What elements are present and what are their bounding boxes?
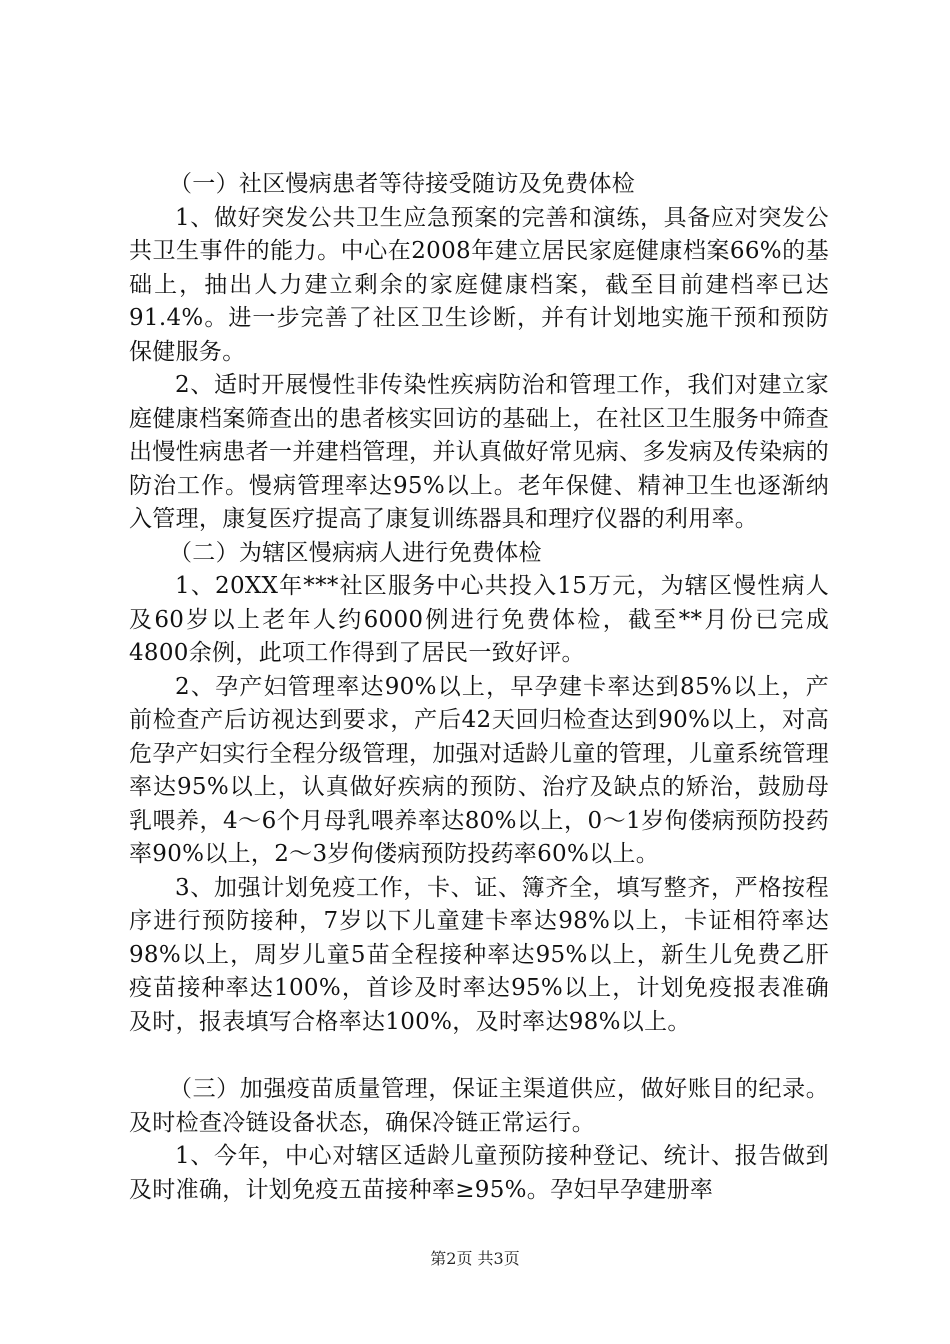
paragraph: 1、做好突发公共卫生应急预案的完善和演练，具备应对突发公共卫生事件的能力。中心在2008年建立居民家庭健康档案66%的基础上，抽出人力建立剩余的家庭健康档案，截至目前建档率已达91.4%。进一步完善了社区卫生诊断，并有计划地实施干预和预防保健服务。	[129, 204, 829, 365]
page-number-footer: 第2页 共3页	[430, 1249, 520, 1268]
paragraph: 1、今年，中心对辖区适龄儿童预防接种登记、统计、报告做到及时准确，计划免疫五苗接种率≥95%。孕妇早孕建册率	[129, 1143, 829, 1203]
paragraph: 1、20XX年***社区服务中心共投入15万元，为辖区慢性病人及60岁以上老年人约6000例进行免费体检，截至**月份已完成4800余例，此项工作得到了居民一致好评。	[129, 573, 829, 666]
section-heading-3: （三）加强疫苗质量管理，保证主渠道供应，做好账目的纪录。及时检查冷链设备状态，确保冷链正常运行。	[129, 1076, 829, 1136]
section-heading-2: （二）为辖区慢病病人进行免费体检	[169, 539, 542, 566]
paragraph: 3、加强计划免疫工作，卡、证、簿齐全，填写整齐，严格按程序进行预防接种，7岁以下儿童建卡率达98%以上，卡证相符率达98%以上，周岁儿童5苗全程接种率达95%以上，新生儿免费乙肝疫苗接种率达100%，首诊及时率达95%以上，计划免疫报表准确及时，报表填写合格率达100%，及时率达98%以上。	[129, 874, 829, 1035]
paragraph: 2、适时开展慢性非传染性疾病防治和管理工作，我们对建立家庭健康档案筛查出的患者核实回访的基础上，在社区卫生服务中筛查出慢性病患者一并建档管理，并认真做好常见病、多发病及传染病的防治工作。慢病管理率达95%以上。老年保健、精神卫生也逐渐纳入管理，康复医疗提高了康复训练器具和理疗仪器的利用率。	[129, 372, 829, 532]
paragraph-spacer	[129, 1039, 829, 1073]
paragraph: 2、孕产妇管理率达90%以上，早孕建卡率达到85%以上，产前检查产后访视达到要求，产后42天回归检查达到90%以上，对高危孕产妇实行全程分级管理，加强对适龄儿童的管理，儿童系统管理率达95%以上，认真做好疾病的预防、治疗及缺点的矫治，鼓励母乳喂养，4～6个月母乳喂养率达80%以上，0～1岁佝偻病预防投药率90%以上，2～3岁佝偻病预防投药率60%以上。	[129, 673, 829, 867]
section-heading-1: （一）社区慢病患者等待接受随访及免费体检	[169, 171, 635, 197]
document-body	[129, 168, 829, 1207]
